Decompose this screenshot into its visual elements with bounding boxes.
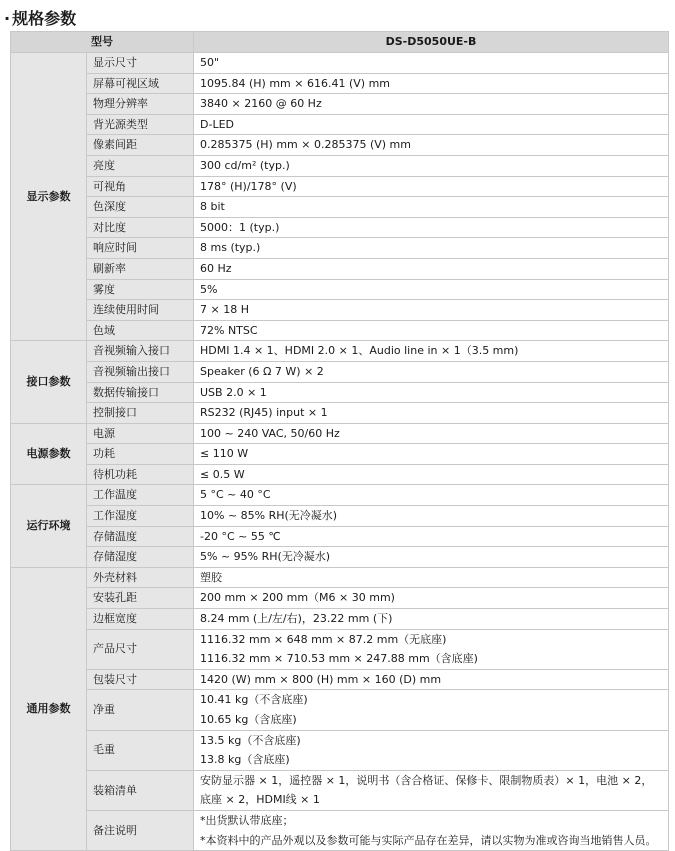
spec-value: 7 × 18 H bbox=[194, 300, 669, 321]
spec-value: RS232 (RJ45) input × 1 bbox=[194, 403, 669, 424]
spec-value: ≤ 0.5 W bbox=[194, 464, 669, 485]
spec-value: USB 2.0 × 1 bbox=[194, 382, 669, 403]
spec-label: 控制接口 bbox=[87, 403, 194, 424]
spec-label: 背光源类型 bbox=[87, 114, 194, 135]
spec-value: 8 ms (typ.) bbox=[194, 238, 669, 259]
spec-value: HDMI 1.4 × 1、HDMI 2.0 × 1、Audio line in × 1（3.5 mm) bbox=[194, 341, 669, 362]
spec-label: 物理分辨率 bbox=[87, 94, 194, 115]
table-row bbox=[11, 506, 669, 527]
spec-label: 响应时间 bbox=[87, 238, 194, 259]
table-row bbox=[11, 238, 669, 259]
spec-label: 色域 bbox=[87, 320, 194, 341]
spec-value bbox=[194, 690, 669, 730]
spec-value: 5% ~ 95% RH(无冷凝水) bbox=[194, 547, 669, 568]
spec-label: 对比度 bbox=[87, 217, 194, 238]
spec-value: 1420 (W) mm × 800 (H) mm × 160 (D) mm bbox=[194, 669, 669, 690]
table-row bbox=[11, 730, 669, 770]
spec-label: 功耗 bbox=[87, 444, 194, 465]
spec-value-line: 1116.32 mm × 648 mm × 87.2 mm（无底座) bbox=[200, 632, 447, 646]
spec-value: 300 cd/m² (typ.) bbox=[194, 155, 669, 176]
spec-label: 装箱清单 bbox=[87, 770, 194, 810]
table-row bbox=[11, 114, 669, 135]
spec-label: 音视频输出接口 bbox=[87, 361, 194, 382]
table-row bbox=[11, 609, 669, 630]
spec-value bbox=[194, 810, 669, 850]
table-row bbox=[11, 176, 669, 197]
spec-value: ≤ 110 W bbox=[194, 444, 669, 465]
spec-label: 外壳材料 bbox=[87, 567, 194, 588]
section-title bbox=[4, 8, 76, 30]
spec-table bbox=[10, 31, 669, 851]
table-row bbox=[11, 526, 669, 547]
spec-label: 存储温度 bbox=[87, 526, 194, 547]
table-row bbox=[11, 258, 669, 279]
spec-value: D-LED bbox=[194, 114, 669, 135]
spec-label: 音视频输入接口 bbox=[87, 341, 194, 362]
category-cell: 电源参数 bbox=[11, 423, 87, 485]
spec-value: 100 ~ 240 VAC, 50/60 Hz bbox=[194, 423, 669, 444]
spec-value: 0.285375 (H) mm × 0.285375 (V) mm bbox=[194, 135, 669, 156]
header-model: DS-D5050UE-B bbox=[194, 32, 669, 53]
spec-value-line: 10.41 kg（不含底座) bbox=[200, 693, 308, 707]
spec-label: 雾度 bbox=[87, 279, 194, 300]
spec-label: 备注说明 bbox=[87, 810, 194, 850]
spec-value: 安防显示器 × 1，遥控器 × 1，说明书（含合格证、保修卡、限制物质表）× 1，电池 × 2，底座 × 2，HDMI线 × 1 bbox=[194, 770, 669, 810]
table-row bbox=[11, 73, 669, 94]
spec-table-body bbox=[11, 53, 669, 851]
spec-value-line: 13.8 kg（含底座) bbox=[200, 753, 290, 767]
spec-label: 待机功耗 bbox=[87, 464, 194, 485]
spec-value bbox=[194, 730, 669, 770]
spec-value-line: 1116.32 mm × 710.53 mm × 247.88 mm（含底座) bbox=[200, 652, 478, 666]
spec-label: 安装孔距 bbox=[87, 588, 194, 609]
spec-value: 50" bbox=[194, 53, 669, 74]
table-row bbox=[11, 135, 669, 156]
table-row bbox=[11, 217, 669, 238]
spec-label: 边框宽度 bbox=[87, 609, 194, 630]
spec-value: 3840 × 2160 @ 60 Hz bbox=[194, 94, 669, 115]
table-row bbox=[11, 669, 669, 690]
spec-label: 屏幕可视区域 bbox=[87, 73, 194, 94]
table-row bbox=[11, 382, 669, 403]
spec-value: 5% bbox=[194, 279, 669, 300]
table-row bbox=[11, 300, 669, 321]
spec-value: 8 bit bbox=[194, 197, 669, 218]
spec-value: Speaker (6 Ω 7 W) × 2 bbox=[194, 361, 669, 382]
table-row bbox=[11, 53, 669, 74]
spec-label: 毛重 bbox=[87, 730, 194, 770]
spec-value-line: *本资料中的产品外观以及参数可能与实际产品存在差异，请以实物为准或咨询当地销售人员。 bbox=[200, 833, 657, 847]
spec-label: 刷新率 bbox=[87, 258, 194, 279]
spec-value-line: 13.5 kg（不含底座) bbox=[200, 733, 301, 747]
table-row bbox=[11, 361, 669, 382]
spec-label: 包装尺寸 bbox=[87, 669, 194, 690]
table-row bbox=[11, 197, 669, 218]
category-cell: 运行环境 bbox=[11, 485, 87, 567]
category-cell: 显示参数 bbox=[11, 53, 87, 341]
table-row bbox=[11, 629, 669, 669]
header-label: 型号 bbox=[11, 32, 194, 53]
section-title-text: 规格参数 bbox=[12, 9, 77, 28]
spec-label: 数据传输接口 bbox=[87, 382, 194, 403]
spec-label: 显示尺寸 bbox=[87, 53, 194, 74]
table-row bbox=[11, 403, 669, 424]
spec-label: 工作湿度 bbox=[87, 506, 194, 527]
spec-label: 像素间距 bbox=[87, 135, 194, 156]
table-row bbox=[11, 279, 669, 300]
spec-value: 60 Hz bbox=[194, 258, 669, 279]
spec-label: 存储湿度 bbox=[87, 547, 194, 568]
spec-value-line: 10.65 kg（含底座) bbox=[200, 713, 297, 726]
spec-value: 1095.84 (H) mm × 616.41 (V) mm bbox=[194, 73, 669, 94]
spec-label: 可视角 bbox=[87, 176, 194, 197]
spec-label: 亮度 bbox=[87, 155, 194, 176]
spec-value: 8.24 mm (上/左/右)，23.22 mm (下) bbox=[194, 609, 669, 630]
spec-value: 72% NTSC bbox=[194, 320, 669, 341]
table-row bbox=[11, 810, 669, 850]
table-row bbox=[11, 588, 669, 609]
table-row bbox=[11, 444, 669, 465]
table-row bbox=[11, 770, 669, 810]
spec-value: 10% ~ 85% RH(无冷凝水) bbox=[194, 506, 669, 527]
table-row bbox=[11, 320, 669, 341]
spec-value: -20 °C ~ 55 ℃ bbox=[194, 526, 669, 547]
spec-label: 电源 bbox=[87, 423, 194, 444]
table-row bbox=[11, 690, 669, 730]
table-row bbox=[11, 155, 669, 176]
table-row bbox=[11, 94, 669, 115]
spec-label: 工作温度 bbox=[87, 485, 194, 506]
spec-value: 塑胶 bbox=[194, 567, 669, 588]
spec-label: 产品尺寸 bbox=[87, 629, 194, 669]
spec-label: 色深度 bbox=[87, 197, 194, 218]
spec-value-line: *出货默认带底座； bbox=[200, 813, 294, 827]
table-row bbox=[11, 464, 669, 485]
spec-value bbox=[194, 629, 669, 669]
spec-value: 200 mm × 200 mm（M6 × 30 mm) bbox=[194, 588, 669, 609]
table-header-row bbox=[11, 32, 669, 53]
spec-value: 5000：1 (typ.) bbox=[194, 217, 669, 238]
spec-value: 5 °C ~ 40 °C bbox=[194, 485, 669, 506]
spec-value: 178° (H)/178° (V) bbox=[194, 176, 669, 197]
table-row bbox=[11, 341, 669, 362]
category-cell: 通用参数 bbox=[11, 567, 87, 850]
table-row bbox=[11, 567, 669, 588]
bullet-icon: · bbox=[4, 9, 11, 28]
category-cell: 接口参数 bbox=[11, 341, 87, 423]
spec-label: 净重 bbox=[87, 690, 194, 730]
table-row bbox=[11, 485, 669, 506]
spec-label: 连续使用时间 bbox=[87, 300, 194, 321]
table-row bbox=[11, 547, 669, 568]
table-row bbox=[11, 423, 669, 444]
